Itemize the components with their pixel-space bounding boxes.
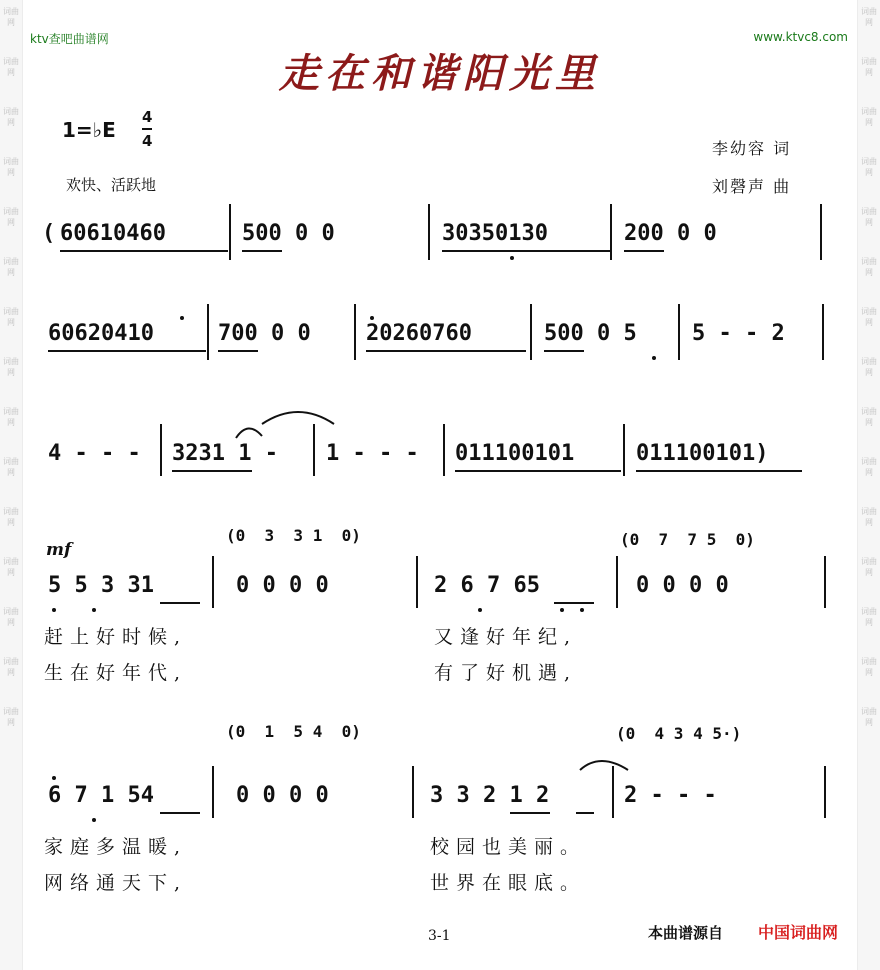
measure: 60610460: [60, 221, 166, 246]
source-label: 本曲谱源自: [648, 924, 724, 942]
watermark: 词曲网: [861, 407, 877, 427]
measure: 011100101: [455, 441, 575, 466]
accompaniment-part: (0 1 5 4 0): [226, 722, 361, 741]
lyric-line: 世界在眼底。: [430, 872, 587, 894]
measure: 0 0 0 0: [236, 573, 329, 598]
watermark: 词曲网: [3, 257, 19, 277]
watermark: 词曲网: [3, 57, 19, 77]
watermark: 词曲网: [861, 257, 877, 277]
tempo-marking: 欢快、活跃地: [66, 176, 157, 194]
song-title: 走在和谐阳光里: [279, 50, 601, 97]
watermark: 词曲网: [861, 157, 877, 177]
measure: 5 5 3 31: [48, 573, 154, 598]
watermark: 词曲网: [861, 657, 877, 677]
watermark: 词曲网: [3, 7, 19, 27]
watermark: 词曲网: [861, 557, 877, 577]
measure: 60620410: [48, 321, 154, 346]
accompaniment-part: (0 7 7 5 0): [620, 530, 755, 549]
measure: 2 6 7 65: [434, 573, 540, 598]
accompaniment-part: (0 4 3 4 5·): [616, 724, 742, 743]
time-bottom: 4: [142, 132, 153, 150]
lyric-line: 家庭多温暖,: [44, 836, 188, 858]
dynamic-mark: mf: [46, 540, 72, 560]
site-link-right[interactable]: www.ktvc8.com: [753, 30, 848, 44]
measure: 30350130: [442, 221, 548, 246]
watermark: 词曲网: [3, 707, 19, 727]
measure: 5 - - 2: [692, 321, 785, 346]
measure: 500 0 5: [544, 321, 637, 346]
watermark: 词曲网: [3, 607, 19, 627]
watermark: 词曲网: [3, 657, 19, 677]
accompaniment-part: (0 3 3 1 0): [226, 526, 361, 545]
tie-arc: [580, 761, 628, 770]
lyric-line: 有了好机遇,: [434, 662, 578, 684]
lyricist: 李幼容 词: [712, 139, 792, 158]
watermark: 词曲网: [861, 107, 877, 127]
watermark: 词曲网: [861, 357, 877, 377]
key-signature: 1=♭E: [62, 118, 116, 142]
measure: 3 3 2 1 2: [430, 783, 550, 808]
watermark: 词曲网: [861, 457, 877, 477]
watermark: 词曲网: [3, 157, 19, 177]
watermark: 词曲网: [3, 107, 19, 127]
measure: 200 0 0: [624, 221, 717, 246]
measure: 2 - - -: [624, 783, 717, 808]
watermark: 词曲网: [3, 557, 19, 577]
measure: 20260760: [366, 321, 472, 346]
lyric-line: 校园也美丽。: [430, 836, 587, 858]
watermark: 词曲网: [3, 357, 19, 377]
page-number: 3-1: [428, 928, 451, 944]
watermark: 词曲网: [3, 307, 19, 327]
watermark: 词曲网: [861, 507, 877, 527]
watermark: 词曲网: [861, 57, 877, 77]
watermark: 词曲网: [861, 207, 877, 227]
measure: 6 7 1 54: [48, 783, 154, 808]
tie-arc: [236, 428, 262, 438]
watermark: 词曲网: [861, 607, 877, 627]
measure: 011100101): [636, 441, 769, 466]
lyric-line: 网络通天下,: [44, 872, 188, 894]
measure: 700 0 0: [218, 321, 311, 346]
site-link-left[interactable]: ktv查吧曲谱网: [30, 32, 109, 46]
watermark: 词曲网: [861, 307, 877, 327]
measure: 1 - - -: [326, 441, 419, 466]
tie-arc: [262, 412, 334, 424]
watermark: 词曲网: [3, 407, 19, 427]
time-top: 4: [142, 106, 152, 130]
measure: 3231 1 -: [172, 441, 278, 466]
watermark: 词曲网: [861, 7, 877, 27]
composer: 刘磬声 曲: [712, 177, 792, 196]
open-paren: (: [42, 221, 56, 246]
measure: 4 - - -: [48, 441, 141, 466]
lyric-line: 生在好年代,: [44, 662, 188, 684]
measure: 500 0 0: [242, 221, 335, 246]
lyric-line: 赶上好时候,: [44, 626, 188, 648]
measure: 0 0 0 0: [236, 783, 329, 808]
measure: 0 0 0 0: [636, 573, 729, 598]
watermark: 词曲网: [861, 707, 877, 727]
lyric-line: 又逢好年纪,: [434, 626, 578, 648]
watermark: 词曲网: [3, 207, 19, 227]
watermark: 词曲网: [3, 507, 19, 527]
watermark: 词曲网: [3, 457, 19, 477]
source-site-link[interactable]: 中国词曲网: [758, 923, 839, 942]
